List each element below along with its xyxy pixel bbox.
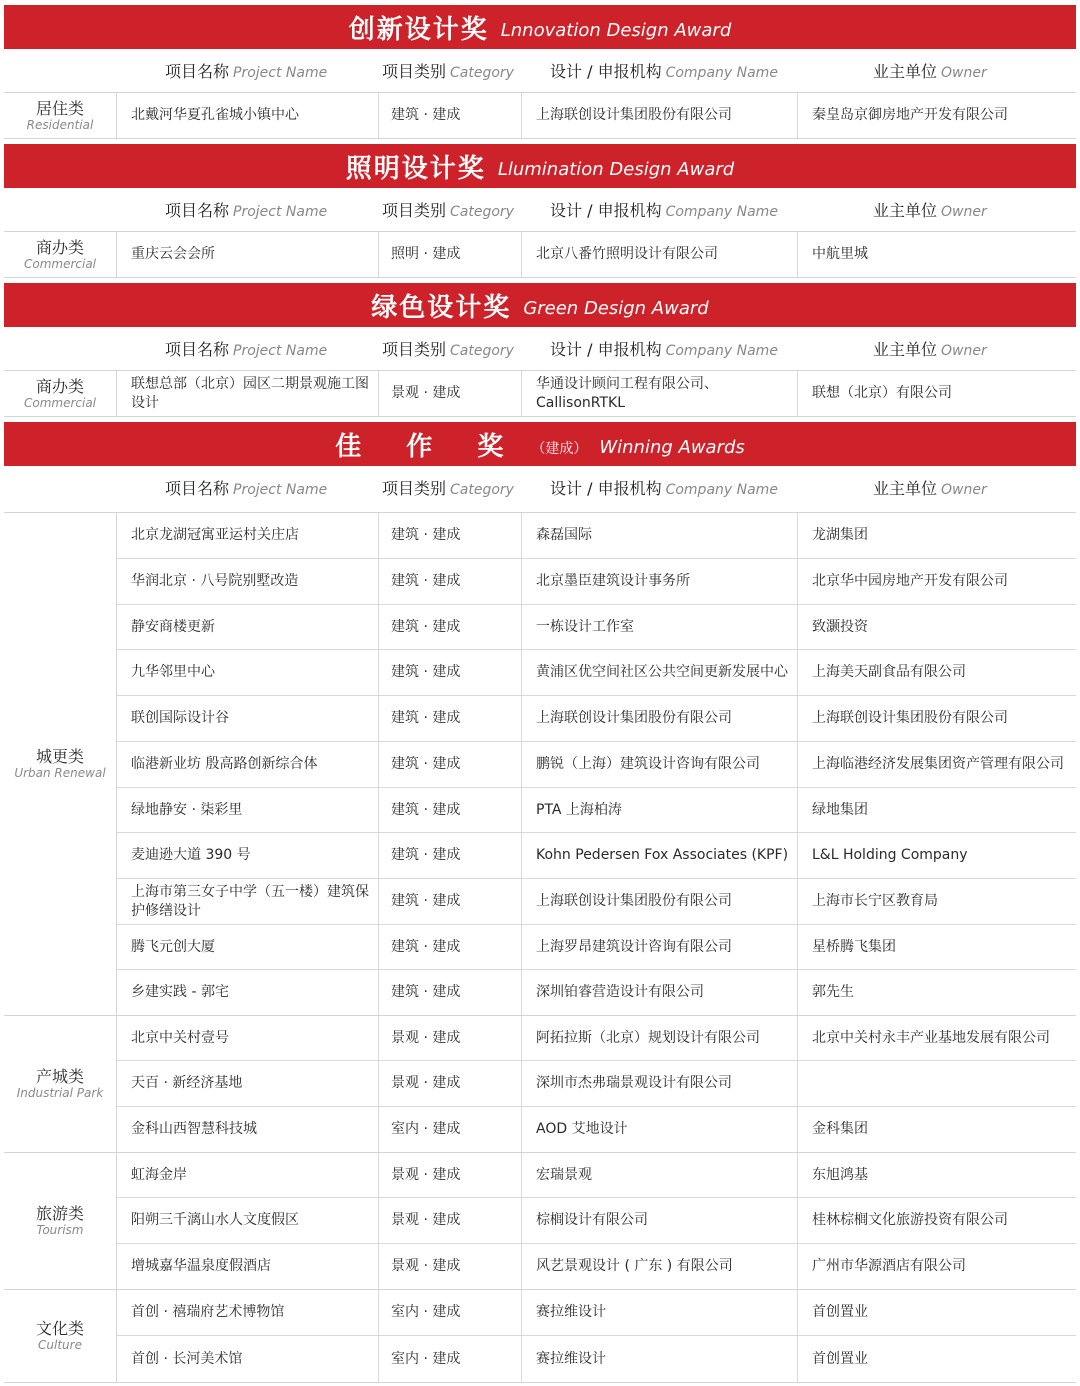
project-name: 临港新业坊 殷高路创新综合体 bbox=[117, 742, 379, 787]
company-name: 鹏锐（上海）建筑设计咨询有限公司 bbox=[522, 742, 798, 787]
table-row bbox=[117, 1290, 1076, 1336]
section-title-en: Green Design Award bbox=[523, 297, 709, 319]
project-category: 室内 · 建成 bbox=[379, 1290, 522, 1335]
company-name: Kohn Pedersen Fox Associates (KPF) bbox=[522, 833, 798, 878]
project-name: 首创 · 禧瑞府艺术博物馆 bbox=[117, 1290, 379, 1335]
section-banner-innovation bbox=[4, 5, 1076, 49]
header-company: 设计 / 申报机构 Company Name bbox=[550, 62, 778, 81]
section-title-sub: （建成） bbox=[531, 441, 588, 457]
table-row bbox=[117, 513, 1076, 559]
column-header-row bbox=[0, 330, 1080, 370]
owner-name: 星桥腾飞集团 bbox=[812, 938, 896, 955]
project-category: 景观 · 建成 bbox=[379, 1198, 522, 1243]
section-title-zh: 照明设计奖 bbox=[345, 153, 486, 184]
owner-name: 致灏投资 bbox=[812, 618, 868, 635]
project-category: 景观 · 建成 bbox=[379, 1153, 522, 1197]
owner-name: 首创置业 bbox=[812, 1350, 868, 1367]
owner-name: 秦皇岛京御房地产开发有限公司 bbox=[812, 107, 1008, 123]
table-row bbox=[117, 605, 1076, 650]
project-category: 建筑 · 建成 bbox=[379, 559, 522, 604]
section-title-zh: 佳 作 奖 bbox=[335, 431, 522, 462]
column-header-row bbox=[0, 469, 1080, 509]
header-category: 项目类别 Category bbox=[382, 479, 514, 498]
project-name: 麦迪逊大道 390 号 bbox=[117, 833, 379, 878]
category-group-culture bbox=[4, 1289, 1076, 1383]
project-category: 建筑 · 建成 bbox=[379, 696, 522, 741]
section-title-en: Lnnovation Design Award bbox=[500, 19, 732, 41]
table-row bbox=[117, 650, 1076, 696]
owner-name: 首创置业 bbox=[812, 1304, 868, 1320]
company-name: AOD 艾地设计 bbox=[522, 1107, 798, 1152]
company-name: 赛拉维设计 bbox=[522, 1290, 798, 1335]
project-name: 九华邻里中心 bbox=[117, 650, 379, 695]
header-project: 项目名称 Project Name bbox=[165, 62, 328, 81]
project-name: 静安商楼更新 bbox=[117, 605, 379, 649]
table-row bbox=[117, 93, 1076, 138]
company-name: 森磊国际 bbox=[522, 513, 798, 558]
category-label: 居住类 Residential bbox=[4, 93, 117, 138]
company-name: 棕榈设计有限公司 bbox=[522, 1198, 798, 1243]
project-category: 建筑 · 建成 bbox=[379, 925, 522, 969]
column-header-row bbox=[0, 52, 1080, 92]
company-name: 上海联创设计集团股份有限公司 bbox=[522, 879, 798, 924]
header-category: 项目类别 Category bbox=[382, 340, 514, 359]
company-name: 北京八番竹照明设计有限公司 bbox=[522, 232, 798, 277]
category-group-commercial bbox=[4, 370, 1076, 417]
project-name: 增城嘉华温泉度假酒店 bbox=[117, 1244, 379, 1289]
project-category: 建筑 · 建成 bbox=[379, 788, 522, 832]
table-row bbox=[117, 788, 1076, 833]
table-row bbox=[117, 1198, 1076, 1244]
project-name: 北京中关村壹号 bbox=[117, 1016, 379, 1060]
company-name: PTA 上海柏涛 bbox=[522, 788, 798, 832]
table-row bbox=[117, 1016, 1076, 1061]
owner-name: 上海联创设计集团股份有限公司 bbox=[812, 710, 1008, 726]
project-category: 建筑 · 建成 bbox=[379, 833, 522, 878]
project-category: 建筑 · 建成 bbox=[379, 605, 522, 649]
project-name: 上海市第三女子中学（五一楼）建筑保护修缮设计 bbox=[117, 879, 379, 924]
company-name: 风艺景观设计 ( 广东 ) 有限公司 bbox=[522, 1244, 798, 1289]
company-name: 一栋设计工作室 bbox=[522, 605, 798, 649]
owner-name: 北京中关村永丰产业基地发展有限公司 bbox=[812, 1029, 1050, 1046]
project-name: 虹海金岸 bbox=[117, 1153, 379, 1197]
project-category: 照明 · 建成 bbox=[379, 232, 522, 277]
project-category: 景观 · 建成 bbox=[379, 371, 522, 416]
company-name: 深圳市杰弗瑞景观设计有限公司 bbox=[522, 1061, 798, 1106]
category-group-residential bbox=[4, 92, 1076, 139]
owner-name: 联想（北京）有限公司 bbox=[812, 385, 952, 401]
project-name: 华润北京 · 八号院别墅改造 bbox=[117, 559, 379, 604]
owner-name: 东旭鸿基 bbox=[812, 1166, 868, 1183]
project-category: 建筑 · 建成 bbox=[379, 650, 522, 695]
table-row bbox=[117, 696, 1076, 742]
project-category: 建筑 · 建成 bbox=[379, 879, 522, 924]
project-name: 北戴河华夏孔雀城小镇中心 bbox=[117, 93, 379, 138]
project-name: 乡建实践 - 郭宅 bbox=[117, 970, 379, 1015]
category-group-industrial-park bbox=[4, 1015, 1076, 1153]
company-name: 华通设计顾问工程有限公司、CallisonRTKL bbox=[522, 371, 798, 416]
table-row bbox=[117, 1153, 1076, 1198]
table-row bbox=[117, 925, 1076, 970]
header-project: 项目名称 Project Name bbox=[165, 340, 328, 359]
section-title-en: Llumination Design Award bbox=[497, 158, 735, 180]
owner-name: 金科集团 bbox=[812, 1121, 868, 1137]
section-banner-illumination bbox=[4, 144, 1076, 188]
company-name: 深圳铂睿营造设计有限公司 bbox=[522, 970, 798, 1015]
project-category: 建筑 · 建成 bbox=[379, 742, 522, 787]
category-label: 文化类 Culture bbox=[4, 1290, 117, 1382]
company-name: 上海联创设计集团股份有限公司 bbox=[522, 696, 798, 741]
owner-name: L&L Holding Company bbox=[812, 847, 968, 863]
project-name: 联想总部（北京）园区二期景观施工图设计 bbox=[117, 371, 379, 416]
owner-name: 上海市长宁区教育局 bbox=[812, 893, 938, 909]
project-category: 景观 · 建成 bbox=[379, 1016, 522, 1060]
header-project: 项目名称 Project Name bbox=[165, 201, 328, 220]
column-header-row bbox=[0, 191, 1080, 231]
section-title-zh: 创新设计奖 bbox=[348, 14, 489, 45]
project-name: 金科山西智慧科技城 bbox=[117, 1107, 379, 1152]
table-row bbox=[117, 232, 1076, 277]
company-name: 北京墨臣建筑设计事务所 bbox=[522, 559, 798, 604]
project-name: 腾飞元创大厦 bbox=[117, 925, 379, 969]
company-name: 宏瑞景观 bbox=[522, 1153, 798, 1197]
project-category: 建筑 · 建成 bbox=[379, 513, 522, 558]
header-owner: 业主单位 Owner bbox=[873, 201, 987, 220]
table-row bbox=[117, 970, 1076, 1015]
project-name: 重庆云会会所 bbox=[117, 232, 379, 277]
table-row bbox=[117, 1244, 1076, 1289]
owner-name bbox=[798, 1061, 1076, 1106]
header-project: 项目名称 Project Name bbox=[165, 479, 328, 498]
owner-name: 桂林棕榈文化旅游投资有限公司 bbox=[812, 1212, 1008, 1228]
header-company: 设计 / 申报机构 Company Name bbox=[550, 479, 778, 498]
header-owner: 业主单位 Owner bbox=[873, 479, 987, 498]
category-label: 城更类 Urban Renewal bbox=[4, 513, 117, 1015]
project-name: 联创国际设计谷 bbox=[117, 696, 379, 741]
company-name: 上海联创设计集团股份有限公司 bbox=[522, 93, 798, 138]
header-category: 项目类别 Category bbox=[382, 62, 514, 81]
project-category: 室内 · 建成 bbox=[379, 1107, 522, 1152]
owner-name: 上海美天副食品有限公司 bbox=[812, 664, 966, 680]
header-category: 项目类别 Category bbox=[382, 201, 514, 220]
header-company: 设计 / 申报机构 Company Name bbox=[550, 201, 778, 220]
project-name: 天百 · 新经济基地 bbox=[117, 1061, 379, 1106]
owner-name: 北京华中园房地产开发有限公司 bbox=[812, 573, 1008, 589]
section-title-zh: 绿色设计奖 bbox=[371, 292, 512, 323]
header-company: 设计 / 申报机构 Company Name bbox=[550, 340, 778, 359]
company-name: 上海罗昂建筑设计咨询有限公司 bbox=[522, 925, 798, 969]
project-category: 室内 · 建成 bbox=[379, 1336, 522, 1382]
header-owner: 业主单位 Owner bbox=[873, 62, 987, 81]
project-category: 景观 · 建成 bbox=[379, 1061, 522, 1106]
company-name: 阿拓拉斯（北京）规划设计有限公司 bbox=[522, 1016, 798, 1060]
table-row bbox=[117, 559, 1076, 605]
table-row bbox=[117, 1061, 1076, 1107]
table-row bbox=[117, 371, 1076, 416]
section-title-en: Winning Awards bbox=[599, 436, 745, 458]
owner-name: 上海临港经济发展集团资产管理有限公司 bbox=[812, 756, 1064, 772]
section-banner-green bbox=[4, 283, 1076, 327]
category-group-tourism bbox=[4, 1152, 1076, 1290]
table-row bbox=[117, 833, 1076, 879]
category-label: 旅游类 Tourism bbox=[4, 1153, 117, 1289]
header-owner: 业主单位 Owner bbox=[873, 340, 987, 359]
project-category: 建筑 · 建成 bbox=[379, 93, 522, 138]
category-group-urban-renewal bbox=[4, 512, 1076, 1016]
project-name: 北京龙湖冠寓亚运村关庄店 bbox=[117, 513, 379, 558]
section-banner-winning bbox=[4, 422, 1076, 466]
owner-name: 绿地集团 bbox=[812, 801, 868, 818]
company-name: 赛拉维设计 bbox=[522, 1336, 798, 1382]
table-row bbox=[117, 1107, 1076, 1152]
project-name: 首创 · 长河美术馆 bbox=[117, 1336, 379, 1382]
table-row bbox=[117, 742, 1076, 788]
table-row bbox=[117, 1336, 1076, 1382]
company-name: 黄浦区优空间社区公共空间更新发展中心 bbox=[522, 650, 798, 695]
category-label: 商办类 Commercial bbox=[4, 371, 117, 416]
project-category: 景观 · 建成 bbox=[379, 1244, 522, 1289]
category-label: 商办类 Commercial bbox=[4, 232, 117, 277]
project-name: 阳朔三千漓山水人文度假区 bbox=[117, 1198, 379, 1243]
project-category: 建筑 · 建成 bbox=[379, 970, 522, 1015]
owner-name: 中航里城 bbox=[812, 246, 868, 262]
project-name: 绿地静安 · 柒彩里 bbox=[117, 788, 379, 832]
category-group-commercial bbox=[4, 231, 1076, 278]
table-row bbox=[117, 879, 1076, 925]
category-label: 产城类 Industrial Park bbox=[4, 1016, 117, 1152]
owner-name: 郭先生 bbox=[812, 984, 854, 1000]
owner-name: 广州市华源酒店有限公司 bbox=[812, 1258, 966, 1274]
owner-name: 龙湖集团 bbox=[812, 527, 868, 543]
